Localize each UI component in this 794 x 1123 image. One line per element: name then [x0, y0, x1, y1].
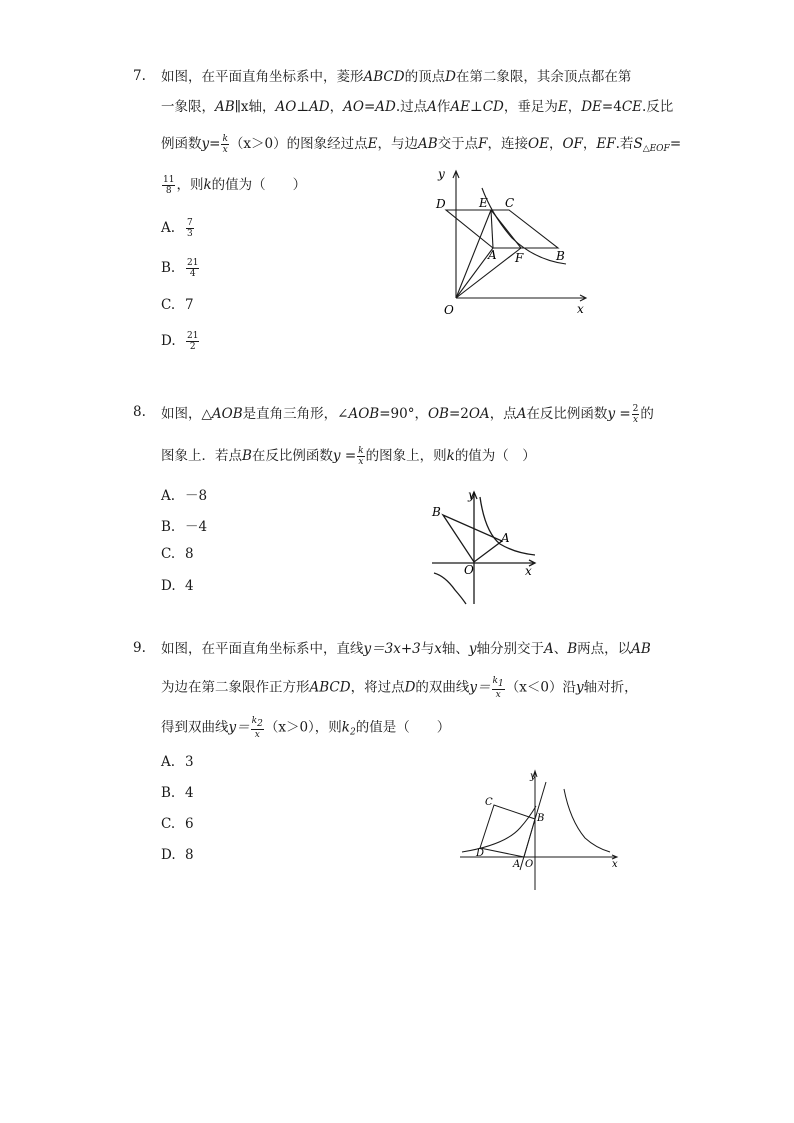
- fraction: $\frac{11}{8}$: [163, 175, 175, 196]
- label-x: x: [577, 302, 584, 316]
- question-text-line: 如图，在平面直角坐标系中，直线y＝3x+3与x轴、y轴分别交于A、B两点，以AB: [161, 641, 651, 657]
- label-x: x: [612, 859, 618, 870]
- label-b: B: [537, 813, 545, 824]
- label-y: y: [468, 488, 475, 502]
- label-e: E: [479, 196, 488, 210]
- option-c[interactable]: C. 6: [161, 816, 194, 832]
- question-number: 9.: [133, 640, 146, 656]
- square-abcd: [480, 805, 535, 857]
- fraction: $\frac{k1}{x}$: [492, 676, 504, 700]
- question-text-line: $\frac{11}{8}$ ，则k的值为（ ）: [163, 175, 307, 196]
- option-d[interactable]: D. $\frac{21}{2}$: [161, 331, 199, 352]
- option-b[interactable]: B. $\frac{21}{4}$: [161, 258, 199, 279]
- option-d[interactable]: D. 8: [161, 847, 194, 863]
- question-text-line: 图象上．若点B在反比例函数y = $\frac{k}{x}$ 的图象上，则k的值为（ ）: [161, 446, 536, 467]
- option-c[interactable]: C. 7: [161, 297, 194, 313]
- question-text-line: 例函数y= $\frac{k}{x}$ （x＞0）的图象经过点E，与边AB交于点F，连接OE，OF，EF.若$S_{\triangle EOF}=$: [161, 134, 682, 155]
- question-text-line: 得到双曲线y＝ $\frac{k2}{x}$ （x＞0），则$k_2$的值是（ ）: [161, 716, 451, 740]
- option-a[interactable]: A. 3: [161, 754, 194, 770]
- fraction: $\frac{k}{x}$: [358, 446, 364, 467]
- option-b[interactable]: B. 4: [161, 785, 194, 801]
- label-d: D: [436, 197, 446, 211]
- hyperbola-k1: [462, 806, 536, 852]
- label-o: O: [525, 859, 534, 870]
- label-b: B: [556, 249, 565, 263]
- label-c: C: [505, 196, 515, 210]
- label-a: A: [488, 248, 497, 262]
- label-o: O: [464, 563, 474, 577]
- fraction: $\frac{k}{x}$: [222, 134, 228, 155]
- option-d[interactable]: D. 4: [161, 578, 194, 594]
- label-c: C: [485, 797, 493, 808]
- question-text-line: 如图，△AOB是直角三角形，∠AOB=90°，OB=2OA，点A在反比例函数y = $\frac{2}{x}$ 的: [161, 404, 654, 425]
- label-y: y: [438, 167, 445, 181]
- label-y: y: [530, 771, 536, 782]
- label-d: D: [476, 848, 485, 859]
- fraction: $\frac{k2}{x}$: [251, 716, 263, 740]
- fraction: $\frac{2}{x}$: [632, 404, 639, 425]
- question-text-line: 如图，在平面直角坐标系中，菱形ABCD的顶点D在第二象限，其余顶点都在第: [161, 69, 632, 85]
- question-text-line: 为边在第二象限作正方形ABCD，将过点D的双曲线y＝ $\frac{k1}{x}$ （x＜0）沿y轴对折，: [161, 676, 638, 700]
- option-a[interactable]: A. －8: [161, 488, 208, 504]
- label-b: B: [432, 505, 441, 519]
- option-b[interactable]: B. －4: [161, 519, 208, 535]
- label-x: x: [525, 564, 532, 578]
- label-a: A: [513, 859, 521, 870]
- question-number: 7.: [133, 68, 146, 84]
- label-a: A: [501, 531, 510, 545]
- option-a[interactable]: A. $\frac{7}{3}$: [161, 218, 193, 239]
- hyperbola-k2: [564, 789, 610, 852]
- option-c[interactable]: C. 8: [161, 546, 194, 562]
- question-text-line: 一象限，AB∥x轴，AO⊥AD，AO=AD.过点A作AE⊥CD，垂足为E，DE=4CE.反比: [161, 99, 674, 115]
- label-f: F: [515, 251, 524, 265]
- label-o: O: [444, 303, 454, 317]
- question-number: 8.: [133, 404, 146, 420]
